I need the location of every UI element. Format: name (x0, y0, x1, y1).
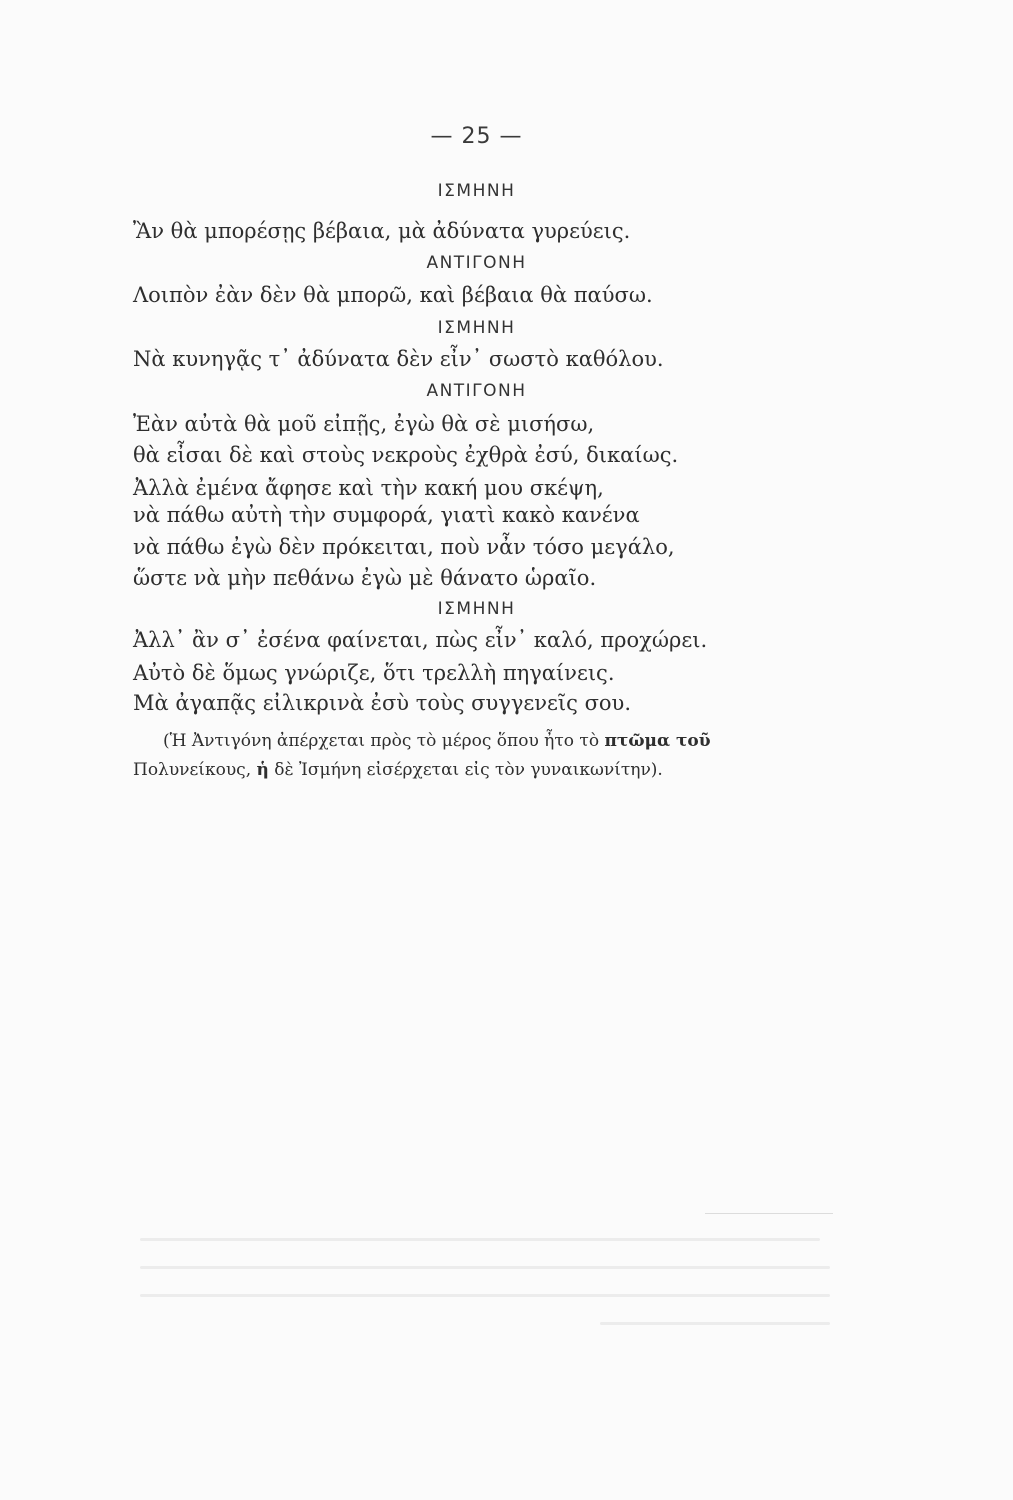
verse-line: Ἀλλ᾽ ἂν σ᾽ ἐσένα φαίνεται, πὼς εἶν᾽ καλό, προχώρει. (133, 628, 708, 652)
verse-line: Μὰ ἀγαπᾷς εἰλικρινὰ ἐσὺ τοὺς συγγενεῖς σου. (133, 691, 632, 715)
bleed-through-mark (600, 1322, 830, 1325)
stage-direction-line (163, 731, 711, 751)
stage-direction-line (133, 760, 663, 780)
verse-line: νὰ πάθω αὐτὴ τὴν συμφορά, γιατὶ κακὸ κανένα (133, 503, 640, 527)
verse-line: θὰ εἶσαι δὲ καὶ στοὺς νεκροὺς ἐχθρὰ ἐσύ, δικαίως. (133, 443, 679, 467)
verse-line: Αὐτὸ δὲ ὅμως γνώριζε, ὅτι τρελλὴ πηγαίνεις. (133, 661, 615, 685)
speaker-name: ΙΣΜΗΝΗ (437, 181, 516, 201)
stage-direction-bold: ἡ (256, 760, 269, 780)
verse-line: Ἐὰν αὐτὰ θὰ μοῦ εἰπῇς, ἐγὼ θὰ σὲ μισήσω, (133, 412, 595, 436)
stage-direction-text: δὲ Ἰσμήνη εἰσέρχεται εἰς τὸν γυναικωνίτην). (274, 760, 663, 780)
verse-line: Λοιπὸν ἐὰν δὲν θὰ μπορῶ, καὶ βέβαια θὰ παύσω. (133, 283, 653, 307)
verse-line: Ἂν θὰ μπορέσῃς βέβαια, μὰ ἀδύνατα γυρεύεις. (133, 219, 631, 243)
verse-line: νὰ πάθω ἐγὼ δὲν πρόκειται, ποὺ νἆν τόσο μεγάλο, (133, 535, 675, 559)
bleed-through-rule (705, 1213, 833, 1214)
verse-line: Ἀλλὰ ἐμένα ἄφησε καὶ τὴν κακή μου σκέψη, (133, 476, 604, 500)
stage-direction-text: (Ἡ Ἀντιγόνη ἀπέρχεται πρὸς τὸ μέρος ὅπου ἦτο τὸ (163, 731, 600, 751)
speaker-name: ΑΝΤΙΓΟΝΗ (426, 253, 527, 273)
verse-line: Νὰ κυνηγᾷς τ᾽ ἀδύνατα δὲν εἶν᾽ σωστὸ καθόλου. (133, 347, 664, 371)
stage-direction-text: Πολυνείκους, (133, 760, 252, 780)
stage-direction-bold: πτῶμα τοῦ (604, 731, 711, 751)
bleed-through-mark (140, 1266, 830, 1269)
bleed-through-mark (140, 1294, 830, 1297)
bleed-through-mark (140, 1238, 820, 1241)
page-number: — 25 — (430, 124, 523, 149)
speaker-name: ΙΣΜΗΝΗ (437, 318, 516, 338)
speaker-name: ΙΣΜΗΝΗ (437, 599, 516, 619)
speaker-name: ΑΝΤΙΓΟΝΗ (426, 381, 527, 401)
verse-line: ὥστε νὰ μὴν πεθάνω ἐγὼ μὲ θάνατο ὡραῖο. (133, 566, 597, 590)
